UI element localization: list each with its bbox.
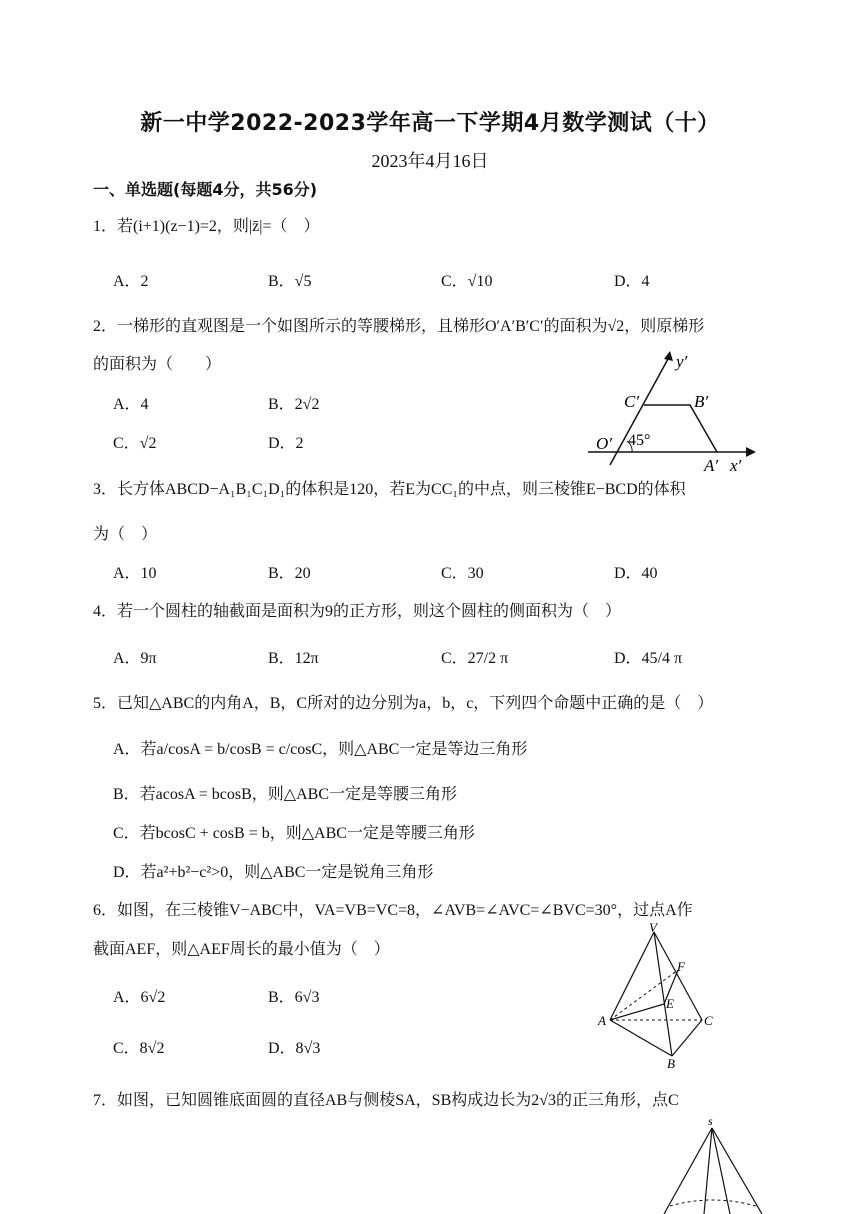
section-heading: 一、单选题(每题4分，共56分) bbox=[93, 180, 318, 199]
cone-figure bbox=[650, 1112, 780, 1214]
y-axis-arrow bbox=[664, 351, 673, 361]
question-5-option-c: C．若bcosC + cosB = b，则△ABC一定是等腰三角形 bbox=[113, 825, 475, 842]
trapezoid-figure bbox=[580, 345, 780, 475]
page-title: 新一中学2022-2023学年高一下学期4月数学测试（十） bbox=[140, 111, 720, 136]
question-1-option-c: C．√10 bbox=[441, 273, 493, 290]
question-2-option-a: A．4 bbox=[113, 396, 149, 413]
question-1-stem: 1．若(i+1)(z−1)=2，则|z̄|=（ ） bbox=[93, 218, 320, 235]
question-5-option-b: B．若acosA = bcosB，则△ABC一定是等腰三角形 bbox=[113, 786, 458, 803]
question-3-option-a: A．10 bbox=[113, 565, 157, 582]
label-b: B′ bbox=[694, 392, 709, 411]
question-5-option-a: A．若a/cosA = b/cosB = c/cosC，则△ABC一定是等边三角形 bbox=[113, 741, 528, 758]
label-o: O′ bbox=[596, 434, 612, 453]
question-3-option-b: B．20 bbox=[268, 565, 311, 582]
y-axis bbox=[610, 359, 668, 465]
question-6-option-a: A．6√2 bbox=[113, 989, 166, 1006]
question-3-stem-line2: 为（ ） bbox=[93, 526, 158, 543]
label-c: C′ bbox=[624, 392, 640, 411]
question-3-option-d: D．40 bbox=[614, 565, 658, 582]
question-3-stem-line1: 3．长方体ABCD−A₁B₁C₁D₁的体积是120，若E为CC₁的中点，则三棱锥E−BCD的体积 bbox=[93, 481, 686, 498]
question-7-stem: 7．如图，已知圆锥底面圆的直径AB与侧棱SA，SB构成边长为2√3的正三角形，点C bbox=[93, 1092, 679, 1109]
question-4-stem: 4．若一个圆柱的轴截面是面积为9的正方形，则这个圆柱的侧面积为（ ） bbox=[93, 603, 622, 620]
question-6-option-c: C．8√2 bbox=[113, 1040, 165, 1057]
label-f: F bbox=[677, 959, 685, 974]
question-6-option-b: B．6√3 bbox=[268, 989, 320, 1006]
question-2-option-d: D．2 bbox=[268, 435, 304, 452]
label-b: B bbox=[667, 1056, 675, 1070]
pyramid-figure bbox=[596, 920, 726, 1070]
question-5-stem: 5．已知△ABC的内角A，B，C所对的边分别为a，b，c，下列四个命题中正确的是（ ） bbox=[93, 695, 714, 712]
x-axis-arrow bbox=[746, 447, 756, 457]
question-4-option-b: B．12π bbox=[268, 650, 319, 667]
label-s: s bbox=[708, 1114, 713, 1128]
label-e: E bbox=[666, 996, 674, 1011]
label-v: V bbox=[649, 920, 657, 935]
question-5-option-d: D．若a²+b²−c²>0，则△ABC一定是锐角三角形 bbox=[113, 864, 434, 881]
question-6-stem-line2: 截面AEF，则△AEF周长的最小值为（ ） bbox=[93, 941, 390, 958]
question-4-option-c: C．27/2 π bbox=[441, 650, 509, 667]
label-y: y′ bbox=[676, 352, 688, 371]
label-a: A′ bbox=[704, 456, 719, 475]
question-2-stem-line1: 2．一梯形的直观图是一个如图所示的等腰梯形，且梯形O′A′B′C′的面积为√2，则原梯形 bbox=[93, 318, 705, 335]
question-4-option-a: A．9π bbox=[113, 650, 157, 667]
question-1-option-a: A．2 bbox=[113, 273, 149, 290]
question-2-option-b: B．2√2 bbox=[268, 396, 320, 413]
label-a: A bbox=[598, 1013, 606, 1028]
question-2-option-c: C．√2 bbox=[113, 435, 157, 452]
exam-date: 2023年4月16日 bbox=[371, 151, 489, 171]
question-6-stem-line1: 6．如图，在三棱锥V−ABC中，VA=VB=VC=8，∠AVB=∠AVC=∠BVC=30°，过点A作 bbox=[93, 902, 693, 919]
label-x: x′ bbox=[730, 456, 742, 475]
label-c: C bbox=[704, 1013, 713, 1028]
trapezoid-edges bbox=[644, 405, 717, 452]
question-1-option-d: D．4 bbox=[614, 273, 650, 290]
label-angle: 45° bbox=[628, 432, 651, 449]
question-2-stem-line2: 的面积为（ ） bbox=[93, 356, 222, 373]
question-6-option-d: D．8√3 bbox=[268, 1040, 321, 1057]
question-4-option-d: D．45/4 π bbox=[614, 650, 683, 667]
question-3-option-c: C．30 bbox=[441, 565, 484, 582]
question-1-option-b: B．√5 bbox=[268, 273, 312, 290]
